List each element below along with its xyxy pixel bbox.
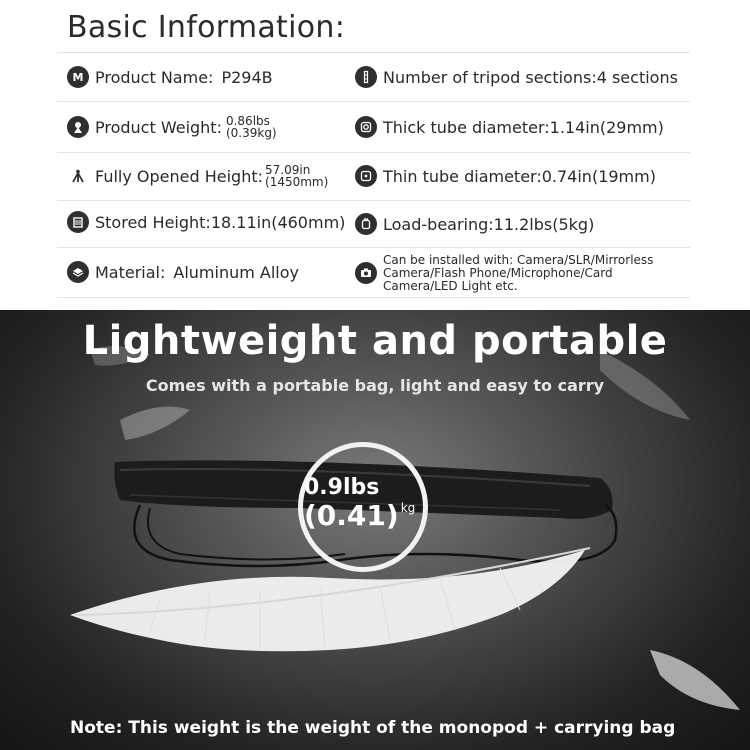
- spec-compatible-devices: [355, 250, 683, 296]
- divider: [57, 247, 690, 248]
- spec-label: Number of tripod sections:: [383, 67, 597, 87]
- thick-tube-icon: [355, 116, 377, 138]
- divider: [57, 200, 690, 201]
- spec-value: [226, 115, 277, 139]
- basic-information-section: [0, 0, 750, 310]
- spec-label: Thin tube diameter:: [383, 166, 542, 186]
- spec-label: Material:: [95, 262, 166, 282]
- spec-thick-tube-diameter: [355, 112, 664, 142]
- spec-thin-tube-diameter: [355, 161, 656, 191]
- storage-icon: [67, 211, 89, 233]
- spec-value: 0.74in(19mm): [541, 166, 656, 186]
- spec-value: 11.2lbs(5kg): [493, 214, 595, 234]
- spec-value: Aluminum Alloy: [173, 262, 299, 282]
- svg-text:M: M: [72, 71, 84, 84]
- spec-product-name: [67, 62, 273, 92]
- spec-value: 4 sections: [596, 67, 678, 87]
- weight-kg: (0.41): [304, 499, 399, 532]
- spec-value: Can be installed with: Camera/SLR/Mirrorless Camera/Flash Phone/Microphone/Card Camera/LED Light etc.: [383, 252, 654, 293]
- spec-tripod-sections: [355, 62, 678, 92]
- sections-icon: [355, 66, 377, 88]
- weight-icon: [67, 116, 89, 138]
- spec-value-line: (0.39kg): [225, 126, 277, 140]
- weight-readout: [304, 475, 415, 531]
- spec-product-weight: [67, 112, 277, 142]
- spec-value-line: (1450mm): [265, 175, 329, 189]
- spec-value: P294B: [221, 67, 273, 87]
- material-icon: [67, 261, 89, 283]
- m-badge-icon: [67, 66, 89, 88]
- spec-value: [265, 164, 328, 188]
- spec-label: Stored Height:: [95, 212, 211, 232]
- promo-title: Lightweight and portable: [82, 318, 668, 364]
- section-title: Basic Information:: [67, 10, 346, 45]
- divider: [57, 297, 690, 298]
- spec-label: Load-bearing:: [383, 214, 494, 234]
- spec-value: 1.14in(29mm): [549, 117, 664, 137]
- spec-label: Fully Opened Height:: [95, 166, 264, 186]
- spec-load-bearing: [355, 209, 594, 239]
- spec-material: [67, 257, 299, 287]
- spec-value: 18.11in(460mm): [210, 212, 346, 232]
- spec-value-line: 57.09in: [265, 163, 311, 177]
- thin-tube-icon: [355, 165, 377, 187]
- portability-banner: [0, 310, 750, 750]
- spec-stored-height: [67, 207, 345, 237]
- weight-unit: kg: [400, 501, 416, 515]
- promo-subtitle: Comes with a portable bag, light and easy to carry: [145, 376, 605, 395]
- divider: [57, 101, 690, 102]
- spec-fully-opened-height: [67, 161, 328, 191]
- spec-label: Thick tube diameter:: [383, 117, 550, 137]
- divider: [57, 152, 690, 153]
- weight-note: Note: This weight is the weight of the monopod + carrying bag: [70, 718, 676, 738]
- spec-value-line: 0.86lbs: [225, 114, 270, 128]
- divider: [57, 52, 690, 53]
- weight-lbs: 0.9lbs: [304, 475, 380, 500]
- load-icon: [355, 213, 377, 235]
- camera-icon: [355, 262, 377, 284]
- spec-label: Product Weight:: [95, 117, 222, 137]
- spec-label: Product Name:: [95, 67, 214, 87]
- tripod-icon: [67, 165, 89, 187]
